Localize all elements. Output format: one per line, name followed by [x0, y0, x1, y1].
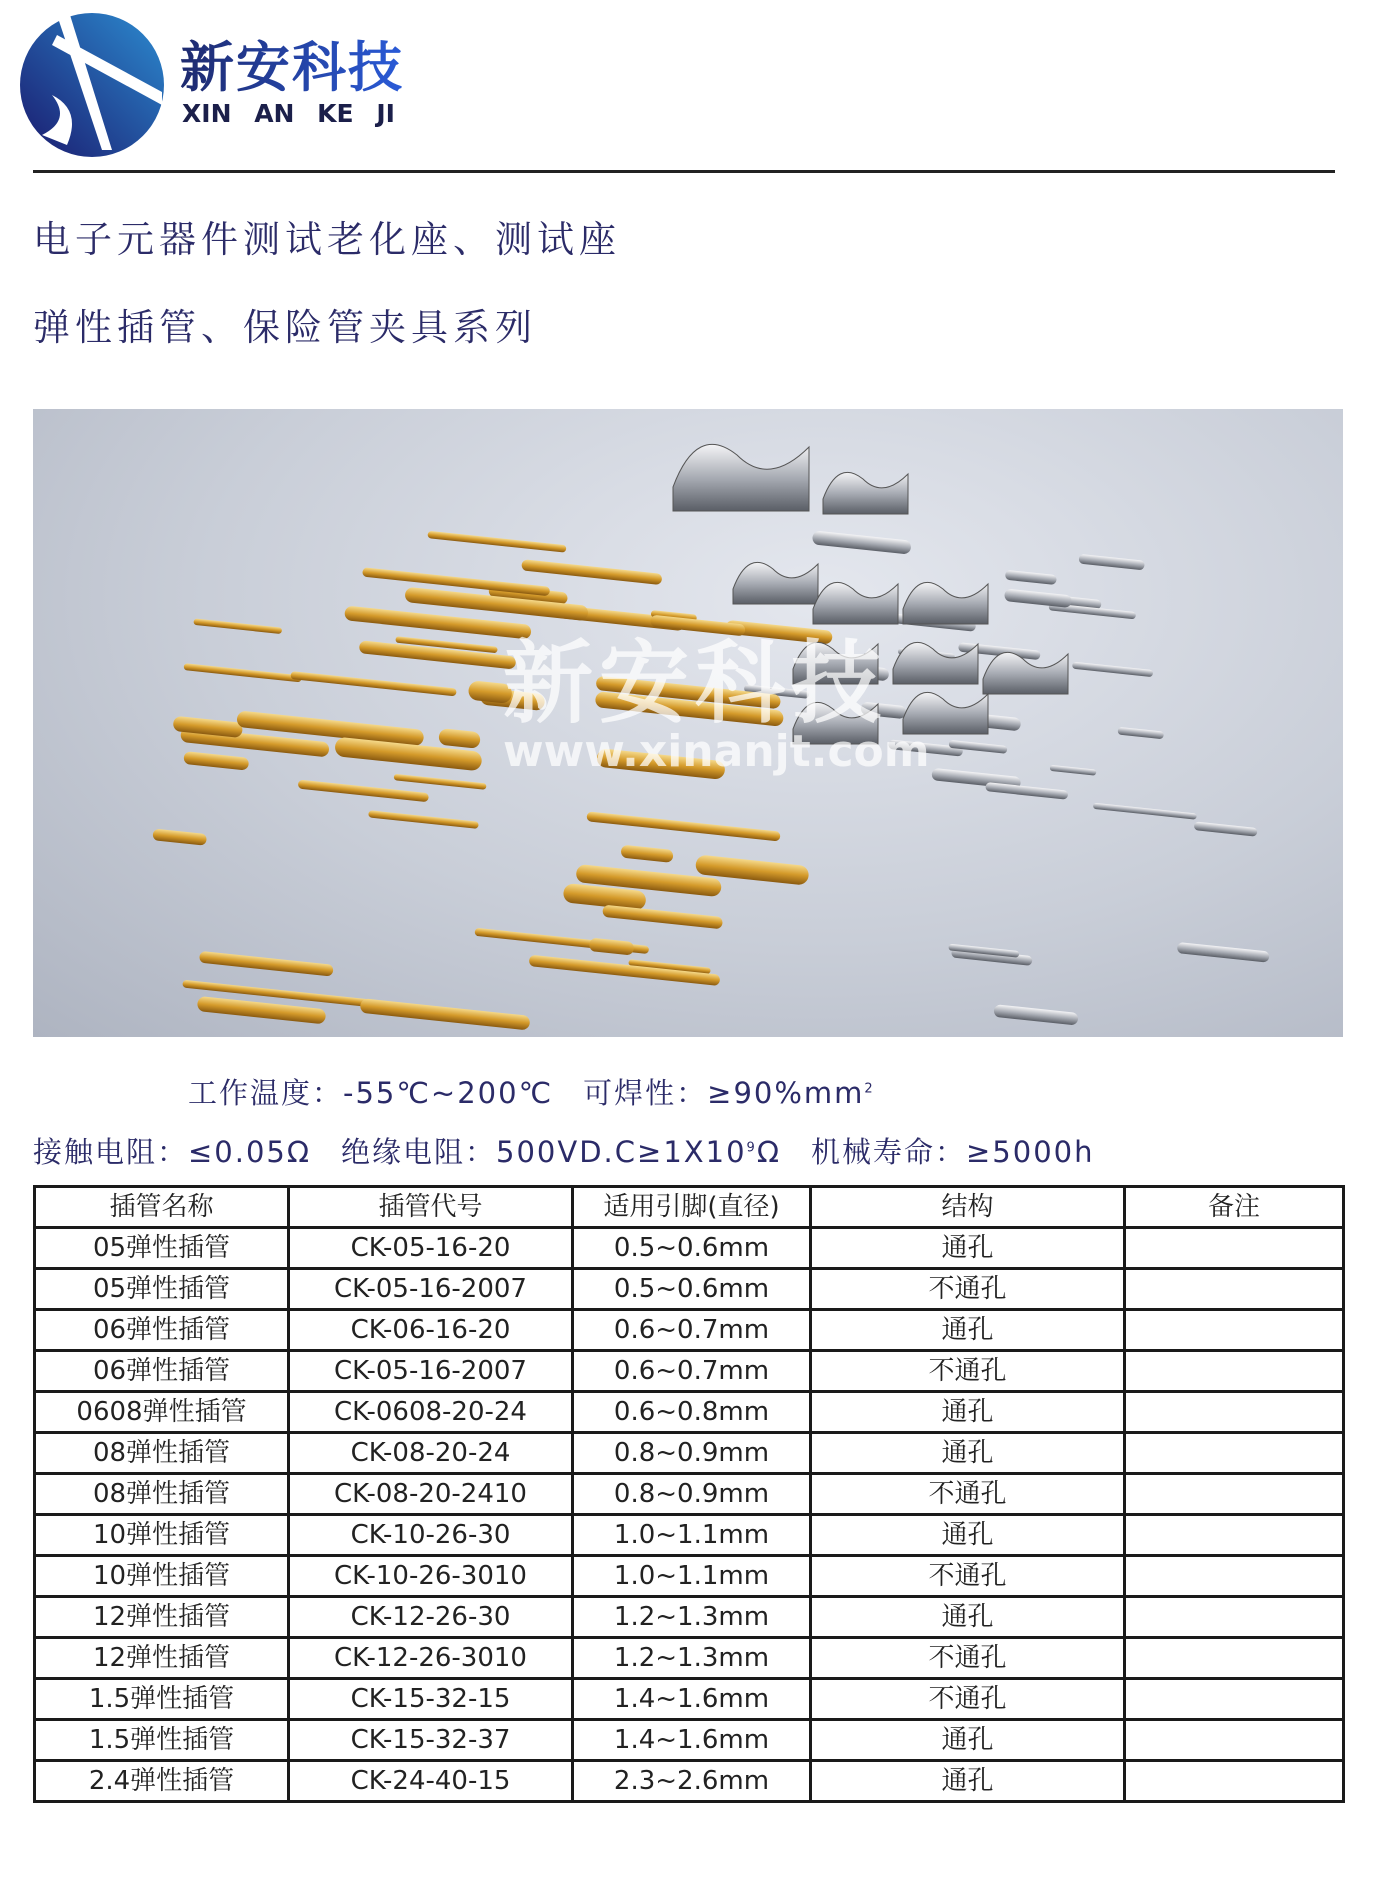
table-cell: 1.2~1.3mm	[573, 1638, 811, 1679]
brand-name-en: XIN AN KE JI	[182, 99, 395, 128]
table-row	[35, 1638, 1344, 1679]
spec-text: 工作温度：-55℃~200℃	[188, 1075, 554, 1110]
column-header: 适用引脚(直径)	[573, 1187, 811, 1228]
table-cell: 0.8~0.9mm	[573, 1433, 811, 1474]
column-header: 插管代号	[289, 1187, 573, 1228]
table-cell: 通孔	[811, 1597, 1125, 1638]
table-cell: 0.5~0.6mm	[573, 1228, 811, 1269]
pin-sleeve	[589, 938, 635, 956]
pin-sleeve	[290, 671, 456, 696]
spec-line-2	[33, 1130, 1124, 1170]
table-cell	[1125, 1556, 1344, 1597]
watermark-cn: 新安科技	[503, 631, 887, 736]
pin-sleeve	[394, 774, 487, 790]
table-cell	[1125, 1310, 1344, 1351]
table-cell: CK-06-16-20	[289, 1310, 573, 1351]
pin-sleeve	[1177, 942, 1270, 963]
table-cell: CK-05-16-20	[289, 1228, 573, 1269]
table-cell: 通孔	[811, 1761, 1125, 1802]
pin-sleeve	[1005, 570, 1057, 585]
table-cell: CK-24-40-15	[289, 1761, 573, 1802]
table-cell	[1125, 1351, 1344, 1392]
fuse-clip	[983, 652, 1068, 694]
table-cell: 12弹性插管	[35, 1597, 289, 1638]
table-row	[35, 1269, 1344, 1310]
spec-text: 接触电阻：≤0.05Ω	[33, 1134, 312, 1169]
pin-sleeve	[602, 905, 723, 930]
table-cell	[1125, 1638, 1344, 1679]
product-table	[33, 1185, 1345, 1803]
table-cell: 08弹性插管	[35, 1433, 289, 1474]
table-cell: 10弹性插管	[35, 1515, 289, 1556]
table-cell: 1.4~1.6mm	[573, 1720, 811, 1761]
table-cell: 不通孔	[811, 1556, 1125, 1597]
table-cell: 1.5弹性插管	[35, 1679, 289, 1720]
table-cell: 1.2~1.3mm	[573, 1597, 811, 1638]
table-cell: 通孔	[811, 1720, 1125, 1761]
pin-sleeve	[199, 951, 334, 977]
pin-sleeve	[1072, 662, 1153, 677]
table-cell: 10弹性插管	[35, 1556, 289, 1597]
spec-item	[811, 1135, 1094, 1169]
table-cell: CK-05-16-2007	[289, 1269, 573, 1310]
table-row	[35, 1720, 1344, 1761]
table-cell: 不通孔	[811, 1474, 1125, 1515]
pin-sleeve	[368, 810, 479, 829]
spec-text: 可焊性：≥90%mm	[583, 1075, 865, 1110]
table-cell	[1125, 1269, 1344, 1310]
table-cell: 通孔	[811, 1515, 1125, 1556]
spec-item	[33, 1135, 311, 1169]
spec-item	[188, 1076, 553, 1110]
pin-sleeve	[360, 998, 531, 1030]
spec-text: 绝缘电阻：500VD.C≥1X10	[341, 1134, 747, 1169]
table-cell: 不通孔	[811, 1638, 1125, 1679]
table-row	[35, 1515, 1344, 1556]
table-row	[35, 1597, 1344, 1638]
table-row	[35, 1433, 1344, 1474]
table-cell: 不通孔	[811, 1351, 1125, 1392]
pin-sleeve	[812, 530, 912, 554]
spec-item	[583, 1076, 875, 1110]
table-cell	[1125, 1597, 1344, 1638]
table-cell	[1125, 1679, 1344, 1720]
table-cell: 0.6~0.7mm	[573, 1351, 811, 1392]
table-cell: 06弹性插管	[35, 1310, 289, 1351]
table-cell: CK-12-26-3010	[289, 1638, 573, 1679]
table-cell: CK-15-32-37	[289, 1720, 573, 1761]
table-cell: 1.0~1.1mm	[573, 1556, 811, 1597]
table-cell: 通孔	[811, 1392, 1125, 1433]
table-header-row	[35, 1187, 1344, 1228]
table-row	[35, 1556, 1344, 1597]
pin-sleeve	[1117, 727, 1164, 739]
pin-sleeve	[438, 728, 481, 749]
pin-sleeve	[1050, 765, 1097, 776]
column-header: 结构	[811, 1187, 1125, 1228]
spec-item	[341, 1135, 781, 1169]
table-cell	[1125, 1433, 1344, 1474]
table-row	[35, 1761, 1344, 1802]
company-logo	[12, 10, 167, 160]
fuse-clip	[673, 444, 809, 511]
table-row	[35, 1351, 1344, 1392]
fuse-clip	[903, 582, 988, 624]
table-cell	[1125, 1228, 1344, 1269]
table-cell: 通孔	[811, 1228, 1125, 1269]
table-cell: 1.5弹性插管	[35, 1720, 289, 1761]
pin-sleeve	[521, 559, 662, 585]
table-cell: 06弹性插管	[35, 1351, 289, 1392]
pin-sleeve	[362, 567, 550, 596]
table-row	[35, 1679, 1344, 1720]
column-header: 备注	[1125, 1187, 1344, 1228]
page-subtitle: 弹性插管、保险管夹具系列	[33, 306, 537, 349]
column-header: 插管名称	[35, 1187, 289, 1228]
pin-sleeve	[985, 782, 1068, 800]
pin-sleeve	[1004, 588, 1072, 608]
table-cell: CK-10-26-30	[289, 1515, 573, 1556]
table-cell: CK-15-32-15	[289, 1679, 573, 1720]
pin-sleeve	[1078, 554, 1144, 571]
table-cell	[1125, 1474, 1344, 1515]
fuse-clip	[823, 472, 908, 514]
pin-sleeve	[152, 829, 207, 846]
table-cell: 不通孔	[811, 1269, 1125, 1310]
table-cell: 05弹性插管	[35, 1228, 289, 1269]
table-cell: 0.8~0.9mm	[573, 1474, 811, 1515]
pin-sleeve	[427, 531, 566, 553]
spec-superscript: 9	[746, 1140, 757, 1155]
table-cell: 通孔	[811, 1310, 1125, 1351]
fuse-clip	[813, 582, 898, 624]
table-cell: 1.0~1.1mm	[573, 1515, 811, 1556]
table-cell: 05弹性插管	[35, 1269, 289, 1310]
pin-sleeve	[298, 780, 429, 803]
product-photo	[33, 409, 1343, 1037]
table-cell: 1.4~1.6mm	[573, 1679, 811, 1720]
table-cell	[1125, 1392, 1344, 1433]
table-cell: 通孔	[811, 1433, 1125, 1474]
table-cell	[1125, 1720, 1344, 1761]
pin-sleeve	[183, 751, 249, 770]
pin-sleeve	[193, 618, 282, 634]
table-cell: 0.6~0.8mm	[573, 1392, 811, 1433]
table-cell: CK-05-16-2007	[289, 1351, 573, 1392]
table-cell	[1125, 1761, 1344, 1802]
table-cell: 0608弹性插管	[35, 1392, 289, 1433]
table-cell: 12弹性插管	[35, 1638, 289, 1679]
brand-name-cn: 新安科技	[180, 36, 404, 99]
pin-sleeve	[586, 811, 780, 841]
table-cell: CK-08-20-2410	[289, 1474, 573, 1515]
table-row	[35, 1228, 1344, 1269]
spec-superscript: 2	[864, 1081, 875, 1096]
table-cell: 2.4弹性插管	[35, 1761, 289, 1802]
watermark-url: www.xinanjt.com	[503, 726, 930, 777]
table-row	[35, 1392, 1344, 1433]
table-cell: CK-0608-20-24	[289, 1392, 573, 1433]
table-cell: 0.6~0.7mm	[573, 1310, 811, 1351]
table-cell: CK-12-26-30	[289, 1597, 573, 1638]
table-cell: CK-08-20-24	[289, 1433, 573, 1474]
spec-line-1	[188, 1071, 905, 1111]
fuse-clip	[733, 562, 818, 604]
pin-sleeve	[993, 1004, 1078, 1025]
table-cell: 不通孔	[811, 1679, 1125, 1720]
page-title: 电子元器件测试老化座、测试座	[33, 218, 621, 261]
spec-unit: Ω	[756, 1134, 781, 1169]
pin-sleeve	[1194, 821, 1258, 836]
spec-text: 机械寿命：≥5000h	[811, 1134, 1095, 1169]
pin-sleeve	[620, 845, 673, 863]
pin-sleeve	[1093, 803, 1197, 820]
header-divider	[33, 170, 1335, 173]
table-cell: 2.3~2.6mm	[573, 1761, 811, 1802]
table-row	[35, 1474, 1344, 1515]
table-row	[35, 1310, 1344, 1351]
table-cell: 08弹性插管	[35, 1474, 289, 1515]
table-cell	[1125, 1515, 1344, 1556]
pin-sleeve	[184, 663, 302, 682]
table-cell: 0.5~0.6mm	[573, 1269, 811, 1310]
table-cell: CK-10-26-3010	[289, 1556, 573, 1597]
